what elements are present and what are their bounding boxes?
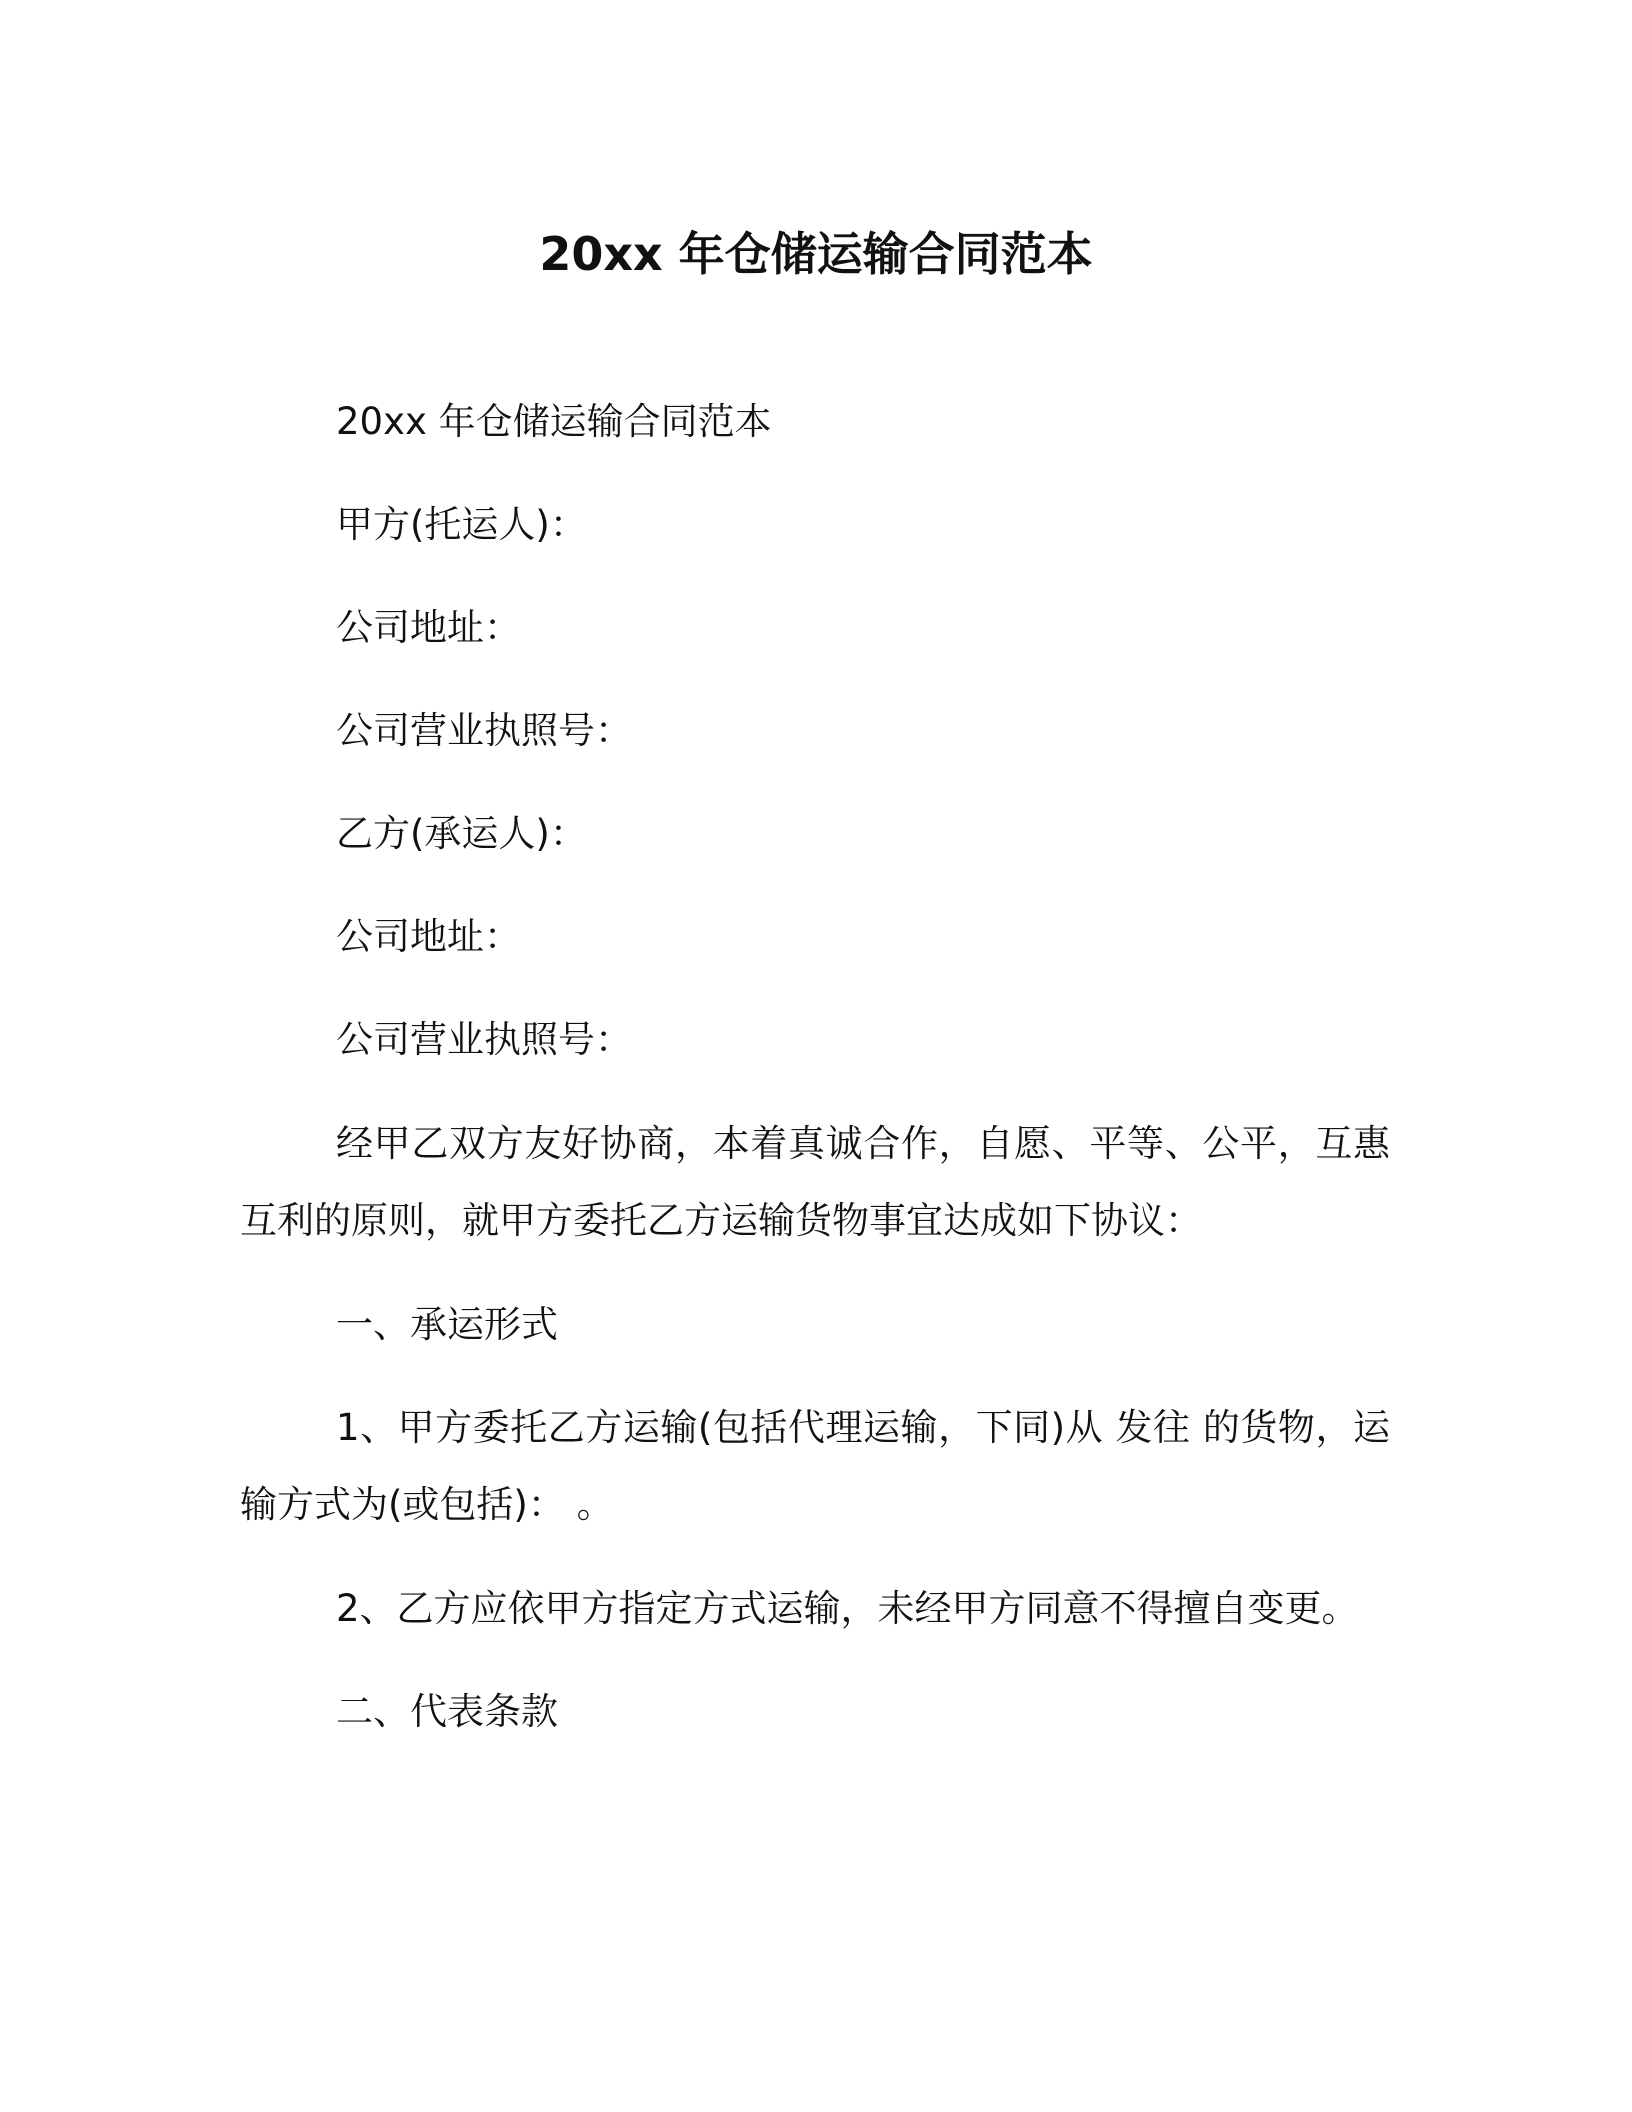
intro-paragraph: 经甲乙双方友好协商，本着真诚合作，自愿、平等、公平，互惠互利的原则，就甲方委托乙方运输货物事宜达成如下协议： <box>240 1122 1390 1242</box>
party-b-label: 乙方(承运人)： <box>336 812 587 855</box>
party-b-license-label: 公司营业执照号： <box>336 1018 632 1061</box>
party-b-address-label: 公司地址： <box>336 915 521 958</box>
clause-2: 2、乙方应依甲方指定方式运输，未经甲方同意不得擅自变更。 <box>336 1587 1359 1630</box>
party-a-label: 甲方(托运人)： <box>336 503 587 546</box>
section-two-heading: 二、代表条款 <box>336 1690 558 1733</box>
subtitle-line: 20xx 年仓储运输合同范本 <box>336 400 772 443</box>
clause-1: 1、甲方委托乙方运输(包括代理运输，下同)从 发往 的货物，运输方式为(或包括)： 。 <box>240 1406 1390 1526</box>
party-a-address-label: 公司地址： <box>336 606 521 649</box>
document-title: 20xx 年仓储运输合同范本 <box>539 227 1093 281</box>
party-a-license-label: 公司营业执照号： <box>336 709 632 752</box>
section-one-heading: 一、承运形式 <box>336 1303 558 1346</box>
